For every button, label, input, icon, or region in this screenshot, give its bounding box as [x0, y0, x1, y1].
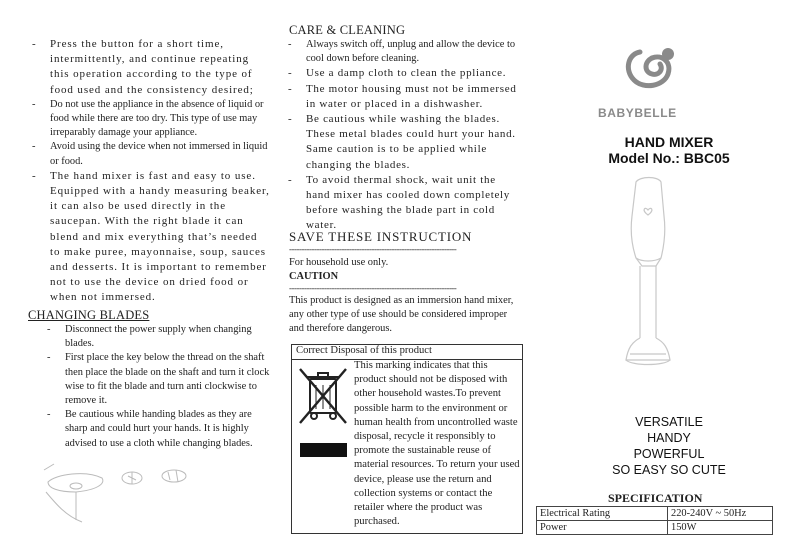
list-item: - To avoid thermal shock, wait unit the hand mixer has cooled down completely before washing the blade part in cold water. — [286, 173, 518, 234]
care-cleaning-heading: CARE & CLEANING — [289, 23, 406, 37]
changing-blades-heading: CHANGING BLADES — [28, 308, 150, 322]
divider: ------------------------------------------------------------------- — [289, 283, 457, 293]
spec-value: 220-240V ~ 50Hz — [668, 507, 773, 521]
usage-instructions-list — [30, 37, 270, 306]
list-item: - Always switch off, unplug and allow the device to cool down before cleaning. — [286, 38, 518, 66]
list-item: - The hand mixer is fast and easy to use. Equipped with a handy measuring beaker, it can also be used directly in the saucepan. With the right blade it can blend and mix everything that’s needed to make puree, mayonnaise, soup, sauces and desserts. It is important to remember not to use the device on dried food or when not immersed. — [30, 169, 270, 306]
list-item: - The motor housing must not be immersed in water or placed in a dishwasher. — [286, 82, 518, 112]
hand-mixer-illustration — [618, 176, 678, 376]
specification-table — [536, 506, 773, 535]
disposal-box — [291, 344, 523, 534]
disposal-text: This marking indicates that this product should not be disposed with other household wastes.To prevent possible harm to the environment or human health from uncontrolled waste disposal, recycle it responsibly to promote the sustainable reuse of material resources. To return your used device, please use the return and collection systems or contact the retailer where the product was purchased. — [354, 360, 520, 528]
list-item: - Avoid using the device when not immersed in liquid or food. — [30, 140, 270, 168]
spec-label: Power — [537, 521, 668, 535]
blade-change-illustration — [36, 460, 196, 530]
tagline: POWERFUL — [633, 447, 705, 461]
spec-label: Electrical Rating — [537, 507, 668, 521]
spec-value: 150W — [668, 521, 773, 535]
list-item: - Use a damp cloth to clean the ppliance. — [286, 66, 518, 81]
divider: ------------------------------------------------------------------- — [289, 244, 457, 254]
list-item: - Be cautious while handing blades as they are sharp and could hurt your hands. It is highly advised to use a cloth while changing blades. — [45, 408, 271, 451]
crossed-bin-icon — [296, 365, 352, 465]
changing-blades-list — [45, 323, 271, 451]
table-row — [537, 521, 773, 535]
babybelle-logo-icon — [618, 40, 682, 94]
list-item: - Do not use the appliance in the absence of liquid or food while there are too dry. This type of use may irreparably damage your appliance. — [30, 98, 270, 141]
tagline: VERSATILE — [635, 415, 703, 429]
list-item: - Be cautious while washing the blades. These metal blades could hurt your hand. Same caution is to be applied while changing the blades. — [286, 112, 518, 173]
list-item: - Press the button for a short time, intermittently, and continue repeating this operation according to the type of food used and the consistency desired; — [30, 37, 270, 98]
product-title: HAND MIXER — [624, 134, 714, 150]
save-instructions-heading: SAVE THESE INSTRUCTION — [289, 229, 473, 244]
disposal-title: Correct Disposal of this product — [296, 345, 432, 356]
specification-heading: SPECIFICATION — [608, 491, 703, 505]
care-cleaning-list — [286, 38, 518, 234]
taglines — [530, 414, 808, 478]
brand-name: BABYBELLE — [598, 106, 677, 120]
tagline: SO EASY SO CUTE — [612, 463, 726, 477]
tagline: HANDY — [647, 431, 691, 445]
model-number: Model No.: BBC05 — [608, 150, 730, 166]
caution-text: This product is designed as an immersion hand mixer, any other type of use should be considered improper and therefore dangerous. — [289, 295, 514, 334]
table-row — [537, 507, 773, 521]
household-note: For household use only. — [289, 257, 389, 268]
caution-heading: CAUTION — [289, 271, 339, 282]
list-item: - First place the key below the thread on the shaft then place the blade on the shaft and turn it clock wise to fit the blade and turn anti clockwise to remove it. — [45, 351, 271, 408]
list-item: - Disconnect the power supply when changing blades. — [45, 323, 271, 351]
